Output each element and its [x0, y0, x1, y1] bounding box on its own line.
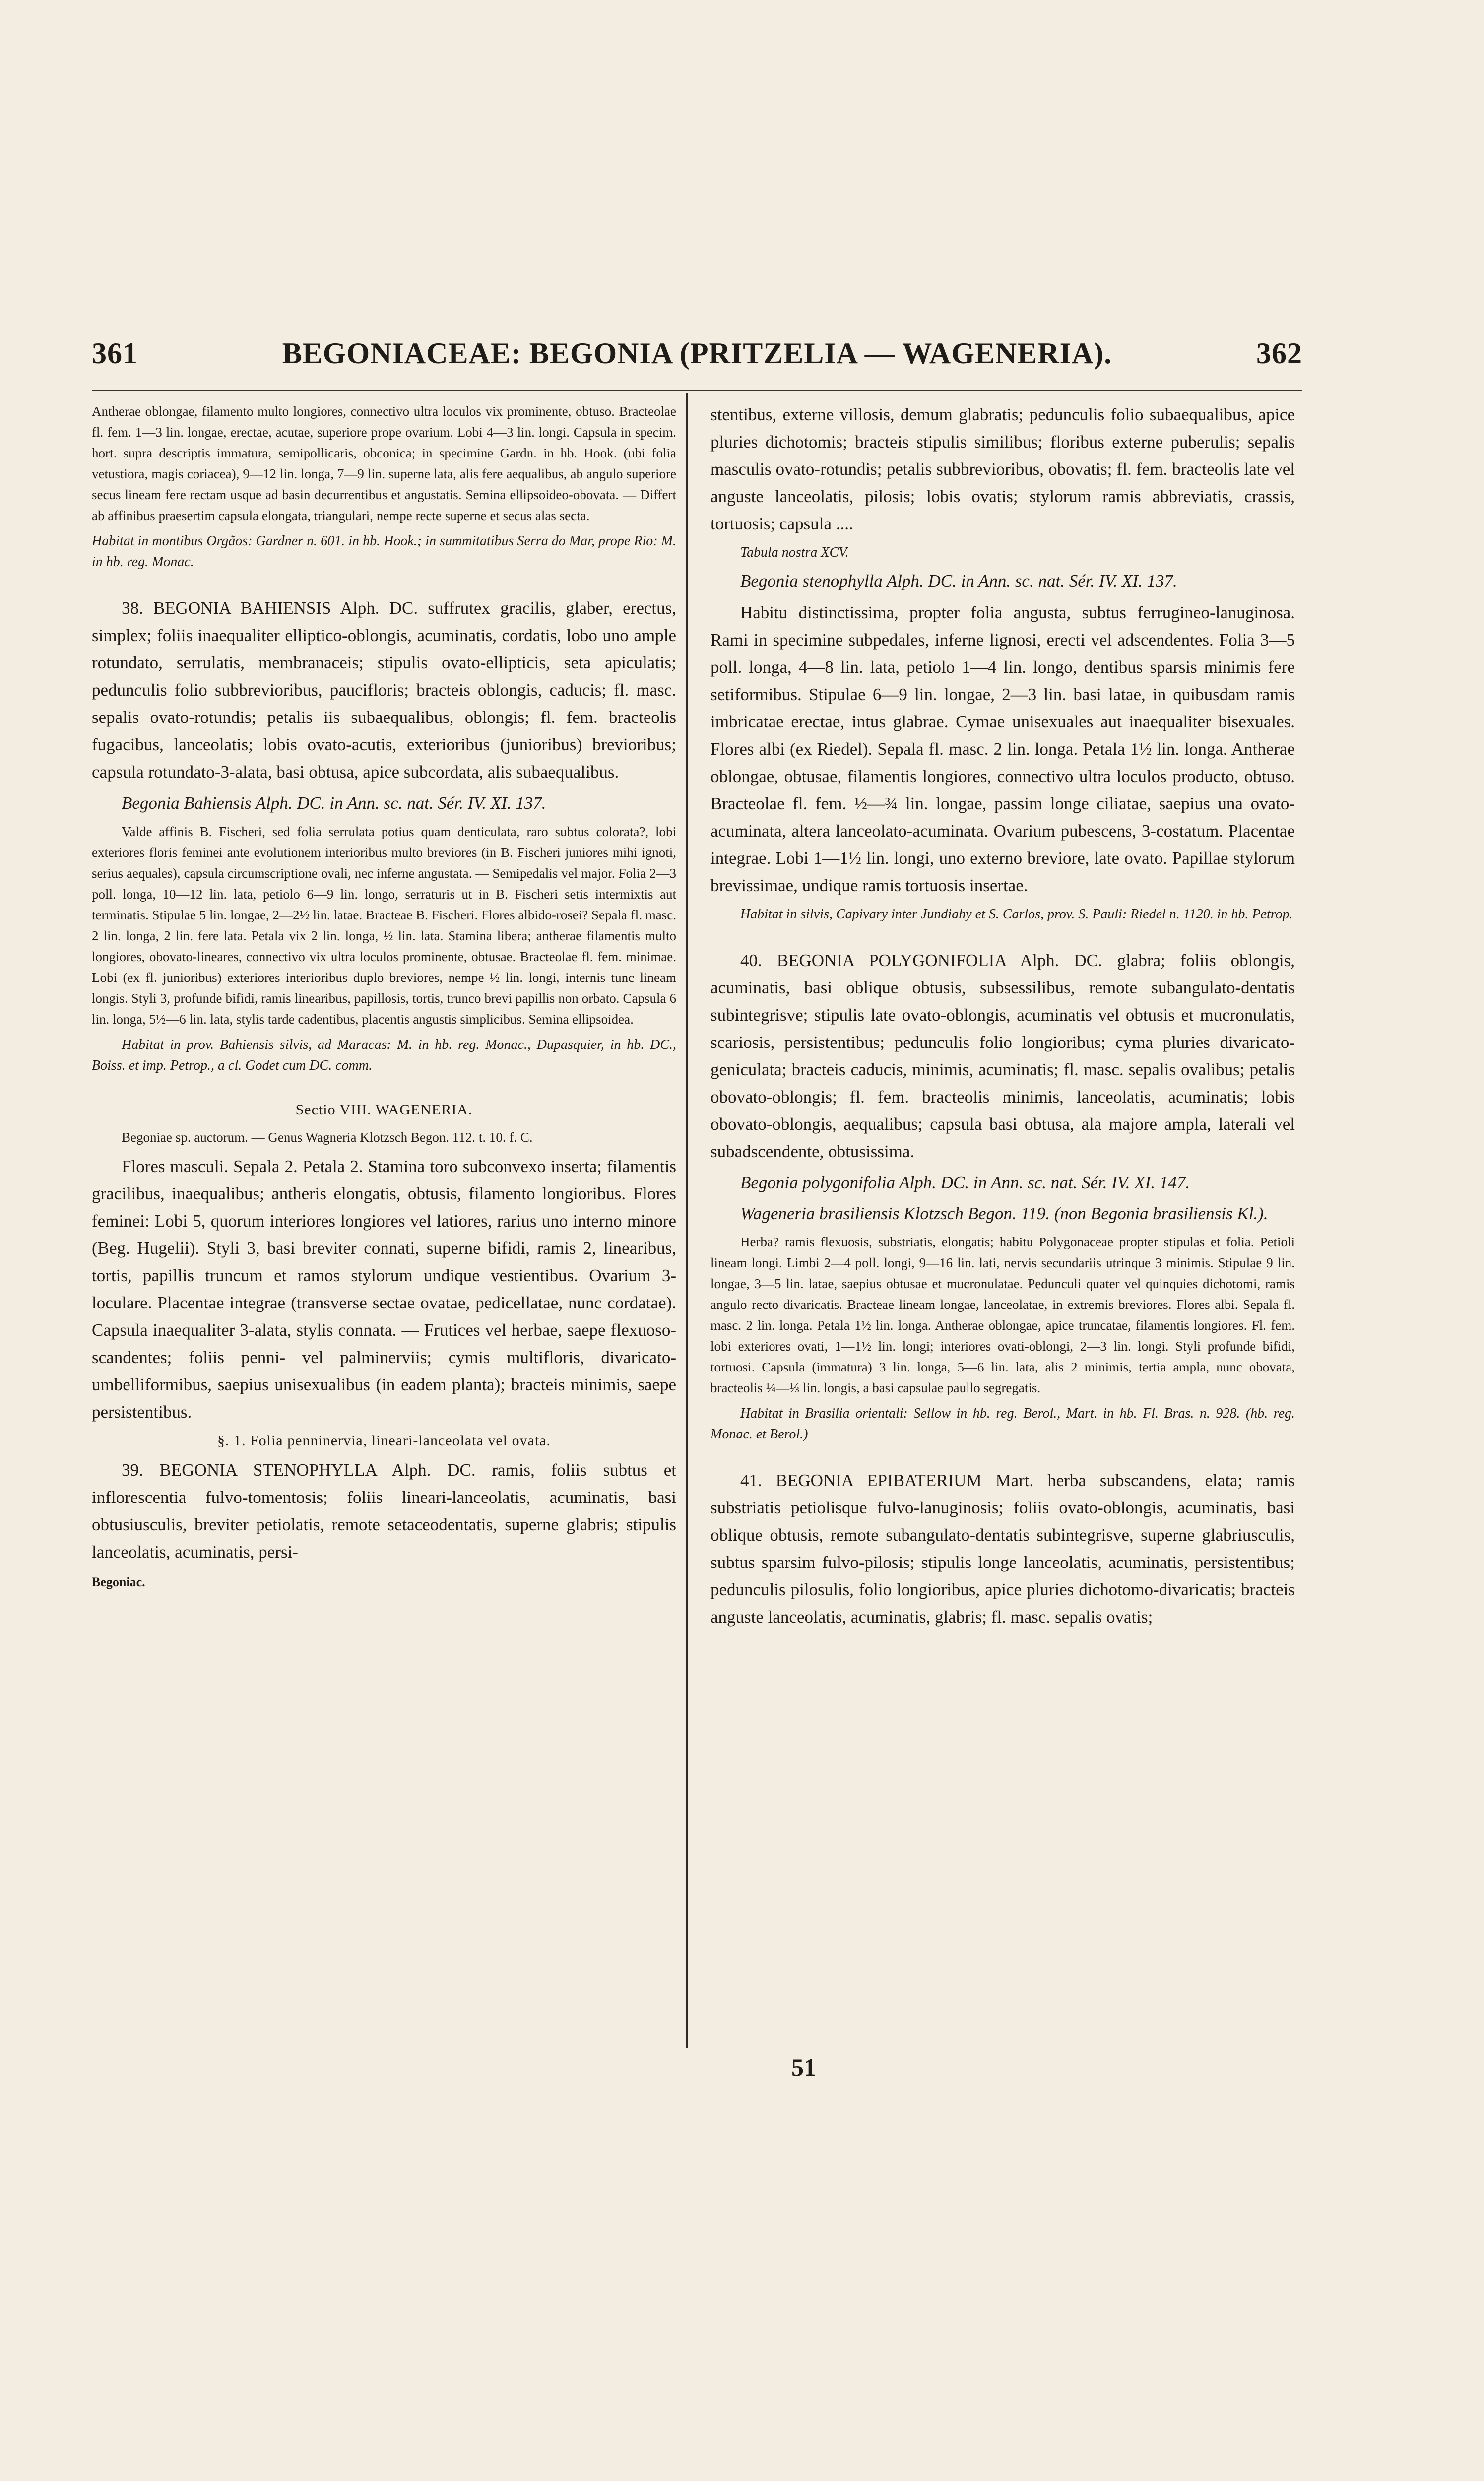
running-title: BEGONIACEAE: BEGONIA (PRITZELIA — WAGENERIA).	[282, 337, 1112, 370]
header-rule	[92, 390, 1302, 392]
species-39-continued: stentibus, externe villosis, demum glabratis; pedunculis folio subaequalibus, apice pluries dichotomis; bracteis stipulis similibus; floribus externe puberulis; sepalis masculis ovato-rotundis; petalis subbrevioribus, obovatis; fl. fem. bracteolis late vel anguste lanceolatis, pilosis; lobis ovatis; stylorum ramis abbreviatis, crassis, tortuosis; capsula ....	[710, 405, 1295, 533]
species-40-diagnosis: 40. BEGONIA POLYGONIFOLIA Alph. DC. glabra; foliis oblongis, acuminatis, basi oblique obtusis, subsessilibus, remote subangulato-dentatis subintegrisve; stipulis late ovato-oblongis, acuminatis vel obtusis et mucronulatis, scariosis, persistentibus; pedunculis folio longioribus; cyma pluries divaricato-geniculata; bracteis caducis, minimis, acuminatis; fl. masc. sepalis ovalibus; petalis obovato-oblongis; fl. fem. bracteolis minimis, lanceolatis, acuminatis; lobis obovato-oblongis, aequalibus; capsula basi obtusa, ala majore ampla, laterali vel subadscendente, obtusissima.	[710, 951, 1295, 1161]
species-41-diagnosis: 41. BEGONIA EPIBATERIUM Mart. herba subscandens, elata; ramis substriatis petiolisque fulvo-lanuginosis; foliis ovato-oblongis, acuminatis, basi oblique obtusis, remote subangulato-dentatis subintegrisve, superne glabriusculis, subtus sparsim fulvo-pilosis; stipulis longe lanceolatis, acuminatis, persistentibus; pedunculis pilosulis, folio longioribus, apice pluries dichotomo-divaricatis; bracteis anguste lanceolatis, acuminatis, glabris; fl. masc. sepalis ovatis;	[710, 1471, 1295, 1627]
species-40-description: Herba? ramis flexuosis, substriatis, elongatis; habitu Polygonaceae propter stipulas et folia. Petioli lineam longi. Limbi 2—4 poll. longi, 9—16 lin. lati, nervis secundariis utrinque 3 minimis. Stipulae 9 lin. longae, 3—5 lin. latae, saepius obtusae et mucronulatae. Pedunculi quater vel quinquies dichotomi, ramis angulo recto divaricatis. Bracteae lineam longae, lanceolatae, in extremis breviores. Flores albi. Sepala fl. masc. 2 lin. longa. Petala 1½ lin. longa. Antherae oblongae, apice truncatae, filamentis longiores. Fl. fem. lobi exteriores ovati, 1—1½ lin. longi; interiores ovati-oblongi, 2—3 lin. longi. Styli profunde bifidi, tortuosi. Capsula (immatura) 3 lin. longa, 5—6 lin. lata, alis 2 minimis, tertia ampla, nunc obovata, bracteolis ¼—⅓ lin. longis, a basi capsulae paullo segregatis.	[710, 1235, 1295, 1395]
section-heading: Sectio VIII. WAGENERIA.	[295, 1102, 473, 1118]
species-39-description: Habitu distinctissima, propter folia angusta, subtus ferrugineo-lanuginosa. Rami in specimine subpedales, inferne lignosi, erecti vel adscendentes. Folia 3—5 poll. longa, 4—8 lin. lata, petiolo 1—4 lin. longo, dentibus sparsis minimis fere setiformibus. Stipulae 6—9 lin. longae, 2—3 lin. basi latae, in quibusdam ramis imbricatae erectae, intus glabrae. Cymae unisexuales aut inaequaliter bisexuales. Flores albi (ex Riedel). Sepala fl. masc. 2 lin. longa. Petala 1½ lin. longa. Antherae oblongae, obtusae, filamentis longiores, connectivo ultra loculos producto, obtuso. Bracteolae fl. fem. ½—¾ lin. longae, passim longe ciliatae, saepius una ovato-acuminata, altera lanceolato-acuminata. Ovarium pubescens, 3-costatum. Placentae integrae. Lobi 1—1½ lin. longi, uno externo breviore, late ovato. Papillae stylorum brevissimae, undique ramis tortuosis insertae.	[710, 603, 1295, 895]
species-38-diagnosis: 38. BEGONIA BAHIENSIS Alph. DC. suffrutex gracilis, glaber, erectus, simplex; foliis inaequaliter elliptico-oblongis, acuminatis, cordatis, lobo uno ample rotundato, serrulatis, membranaceis; stipulis ovato-ellipticis, seta apiculatis; pedunculis folio subbrevioribus, paucifloris; bracteis oblongis, caducis; fl. masc. sepalis ovato-rotundis; petalis iis subaequalibus, oblongis; fl. fem. bracteolis fugacibus, lanceolatis; lobis ovato-acutis, exterioribus (junioribus) brevioribus; capsula rotundato-3-alata, basi obtusa, apice subcordata, alis subaequalibus.	[92, 598, 676, 782]
species-39-diagnosis: 39. BEGONIA STENOPHYLLA Alph. DC. ramis, foliis subtus et inflorescentia fulvo-tomentosis; foliis lineari-lanceolatis, acuminatis, basi obtusiusculis, breviter petiolatis, remote setaceodentatis, superne glabris; stipulis lanceolatis, acuminatis, persi-	[92, 1460, 676, 1562]
species-39-citation: Begonia stenophylla Alph. DC. in Ann. sc. nat. Sér. IV. XI. 137.	[740, 571, 1177, 590]
section-description: Flores masculi. Sepala 2. Petala 2. Stamina toro subconvexo inserta; filamentis gracilibus, inaequalibus; antheris elongatis, obtusis, filamento longioribus. Flores feminei: Lobi 5, quorum interiores longiores vel latiores, rarius uno interno minore (Beg. Hugelii). Styli 3, basi breviter connati, superne bifidi, ramis 2, linearibus, tortis, papillis truncum et ramos stylorum undique vestientibus. Ovarium 3-loculare. Placentae integrae (transverse sectae ovatae, pedicellatae, nunc cordatae). Capsula inaequaliter 3-alata, stylis connata. — Frutices vel herbae, saepe flexuoso-scandentes; foliis penni- vel palminerviis; cymis multifloris, divaricato-umbelliformibus, saepius unisexualibus (in eadem planta); bracteis minimis, saepe persistentibus.	[92, 1157, 676, 1422]
species-39-habitat: Habitat in silvis, Capivary inter Jundiahy et S. Carlos, prov. S. Pauli: Riedel n. 1120. in hb. Petrop.	[740, 907, 1293, 922]
section-synonymy: Begoniae sp. auctorum. — Genus Wagneria Klotzsch Begon. 112. t. 10. f. C.	[122, 1130, 533, 1145]
species-40-synonym: Wageneria brasiliensis Klotzsch Begon. 119. (non Begonia brasiliensis Kl.).	[740, 1204, 1268, 1223]
species-38-habitat: Habitat in prov. Bahiensis silvis, ad Maracas: M. in hb. reg. Monac., Dupasquier, in hb. DC., Boiss. et imp. Petrop., a cl. Godet cum DC. comm.	[92, 1037, 676, 1073]
left-column	[92, 401, 676, 1594]
page-number-left: 361	[92, 337, 138, 370]
species-40-habitat: Habitat in Brasilia orientali: Sellow in hb. reg. Berol., Mart. in hb. Fl. Bras. n. 928. (hb. reg. Monac. et Berol.)	[710, 1406, 1295, 1442]
species-38-description: Valde affinis B. Fischeri, sed folia serrulata potius quam denticulata, raro subtus colorata?, lobi exteriores floris feminei ante evolutionem interioribus multo breviores (in B. Fischeri juniores mihi ignoti, serius aequales), capsula circumscriptione ovali, nec inferne angustata. — Semipedalis vel major. Folia 2—3 poll. longa, 10—12 lin. lata, petiolo 6—9 lin. longo, serraturis ut in B. Fischeri setis intermixtis aut terminatis. Stipulae 5 lin. longae, 2—2½ lin. latae. Bracteae B. Fischeri. Flores albido-rosei? Sepala fl. masc. 2 lin. longa, 2 lin. fere lata. Petala vix 2 lin. longa, ½ lin. lata. Stamina libera; antherae filamentis multo longiores, obovato-lineares, connectivo vix ultra loculos prominente, obtusae. Bracteolae fl. fem. minimae. Lobi (ex fl. junioribus) exteriores interioribus duplo breviores, nempe ½ lin. longi, internis tunc lineam longis. Styli 3, profunde bifidi, ramis linearibus, papillosis, tortis, trunco brevi papillis non orbato. Capsula 6 lin. longa, 5½—6 lin. lata, stylis tarde cadentibus, placentis angustis simplicibus. Semina ellipsoidea.	[92, 824, 676, 1027]
column-divider	[686, 393, 688, 2048]
footer-signature: Begoniac.	[92, 1575, 145, 1589]
right-column	[710, 401, 1295, 1635]
habitat-note: Habitat in montibus Orgãos: Gardner n. 601. in hb. Hook.; in summitatibus Serra do Mar, prope Rio: M. in hb. reg. Monac.	[92, 533, 676, 570]
folio-number: 51	[791, 2053, 816, 2081]
plate-reference: Tabula nostra XCV.	[740, 545, 849, 560]
page-number-right: 362	[1256, 337, 1302, 370]
antherae-paragraph: Antherae oblongae, filamento multo longiores, connectivo ultra loculos vix prominente, obtuso. Bracteolae fl. fem. 1—3 lin. longae, erectae, acutae, superiore prope ovarium. Lobi 4—3 lin. longi. Capsula in specim. hort. supra descriptis immatura, semipollicaris, obconica; in specimine Gardn. in hb. Hook. (ubi folia vetustiora, magis coriacea), 9—12 lin. longa, 7—9 lin. superne lata, alis fere aequalibus, ab angulo superiore secus lineam fere rectam usque ad basin decurrentibus et angustatis. Semina ellipsoideo-obovata. — Differt ab affinibus praesertim capsula elongata, triangulari, nempe recte superne et secus alas secta.	[92, 404, 676, 523]
subsection-heading: §. 1. Folia penninervia, lineari-lanceolata vel ovata.	[217, 1433, 551, 1449]
page-header	[92, 336, 1302, 381]
species-38-citation: Begonia Bahiensis Alph. DC. in Ann. sc. nat. Sér. IV. XI. 137.	[122, 793, 546, 813]
species-40-citation: Begonia polygonifolia Alph. DC. in Ann. sc. nat. Sér. IV. XI. 147.	[740, 1173, 1190, 1192]
